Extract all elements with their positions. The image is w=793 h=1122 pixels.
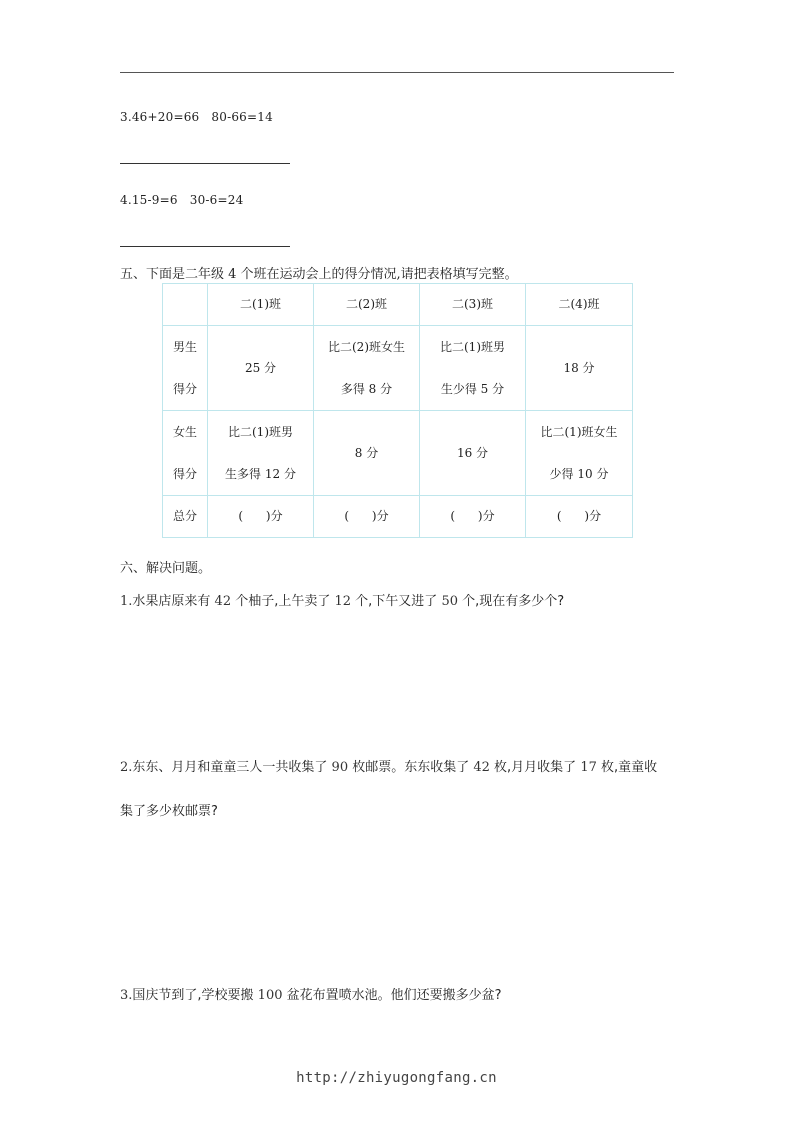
table-header-cell: 二(1)班 xyxy=(208,284,314,326)
equation-3: 3.46+20=66 80-66=14 xyxy=(120,110,273,124)
total-blank: ( )分 xyxy=(526,496,633,538)
problem-2: 2.东东、月月和童童三人一共收集了 90 枚邮票。东东收集了 42 枚,月月收集了 17 枚,童童收 xyxy=(120,760,658,775)
table-cell: 8 分 xyxy=(314,411,420,496)
table-header-cell xyxy=(163,284,208,326)
row-label-total: 总分 xyxy=(163,496,208,538)
score-table xyxy=(162,283,633,538)
table-cell: 比二(2)班女生 多得 8 分 xyxy=(314,326,420,411)
table-row-girls xyxy=(163,411,633,496)
row-label-girls: 女生 得分 xyxy=(163,411,208,496)
row-label-boys: 男生 得分 xyxy=(163,326,208,411)
problem-1: 1.水果店原来有 42 个柚子,上午卖了 12 个,下午又进了 50 个,现在有多少个? xyxy=(120,594,565,609)
table-cell: 比二(1)班男 生多得 12 分 xyxy=(208,411,314,496)
table-row-boys xyxy=(163,326,633,411)
table-cell: 18 分 xyxy=(526,326,633,411)
table-cell: 比二(1)班女生 少得 10 分 xyxy=(526,411,633,496)
section-6-title: 六、解决问题。 xyxy=(120,561,212,576)
section-5-title: 五、下面是二年级 4 个班在运动会上的得分情况,请把表格填写完整。 xyxy=(120,267,518,282)
problem-3: 3.国庆节到了,学校要搬 100 盆花布置喷水池。他们还要搬多少盆? xyxy=(120,988,502,1003)
footer-url[interactable]: http://zhiyugongfang.cn xyxy=(296,1070,497,1086)
table-cell: 比二(1)班男 生少得 5 分 xyxy=(420,326,526,411)
answer-line-3 xyxy=(120,163,290,164)
problem-2-line-2: 集了多少枚邮票? xyxy=(120,804,218,819)
total-blank: ( )分 xyxy=(208,496,314,538)
table-header-cell: 二(4)班 xyxy=(526,284,633,326)
table-row-total xyxy=(163,496,633,538)
table-cell: 25 分 xyxy=(208,326,314,411)
table-header-cell: 二(3)班 xyxy=(420,284,526,326)
table-cell: 16 分 xyxy=(420,411,526,496)
top-rule xyxy=(120,72,674,73)
answer-line-4 xyxy=(120,246,290,247)
equation-4: 4.15-9=6 30-6=24 xyxy=(120,193,244,207)
table-header-cell: 二(2)班 xyxy=(314,284,420,326)
total-blank: ( )分 xyxy=(314,496,420,538)
total-blank: ( )分 xyxy=(420,496,526,538)
table-header-row xyxy=(163,284,633,326)
